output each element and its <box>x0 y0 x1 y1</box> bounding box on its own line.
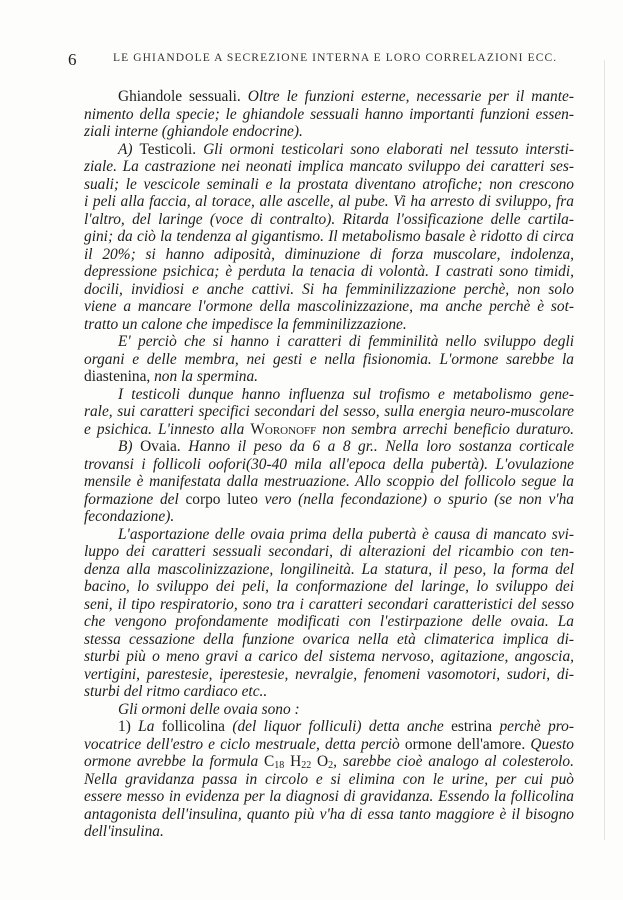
italic-text: Hanno il peso da 6 a 8 gr.. Nella loro sostanza corticale <box>188 438 575 455</box>
text-segment: estrina <box>451 718 500 735</box>
text-line <box>84 718 574 736</box>
italic-text: trovansi i follicoli oofori(30-40 mila all'epoca della pubertà). L'ovulazione <box>84 455 574 473</box>
text-segment: Ghiandole sessuali. <box>118 88 248 105</box>
italic-text: sturbi più o meno gravi a carico del sistema nervoso, agitazione, angoscia, <box>84 648 574 665</box>
italic-text: L'asportazione delle ovaia prima della pubertà è causa di mancato svi- <box>118 525 574 543</box>
text-line <box>84 176 574 194</box>
subscript: 22 <box>301 760 312 771</box>
text-segment: O <box>311 753 329 770</box>
text-line <box>84 211 574 229</box>
text-line <box>84 543 574 561</box>
italic-text: , sarebbe cioè analogo al colesterolo. <box>333 753 574 770</box>
italic-text: vocatrice dell'estro e ciclo mestruale, detta perciò <box>84 735 405 753</box>
text-line <box>84 123 574 141</box>
text-line <box>84 473 574 491</box>
italic-text: e psichica. L'innesto alla <box>84 420 251 438</box>
text-line <box>84 333 574 351</box>
italic-text: che vengono profondamente modificati con l'estirpazione delle ovaia. La <box>84 613 574 630</box>
text-line <box>84 613 574 631</box>
italic-text: formazione del <box>84 490 186 508</box>
text-line <box>84 666 574 684</box>
text-line <box>84 736 574 754</box>
italic-text: Nella gravidanza passa in circolo e si elimina con le urine, per cui può <box>84 770 574 788</box>
italic-text: ziali interne (ghiandole endocrine). <box>84 123 303 140</box>
text-line <box>84 806 574 824</box>
body-text <box>84 88 574 841</box>
italic-text: E' perciò che si hanno i caratteri di femminilità nello sviluppo degli <box>118 333 574 350</box>
text-line <box>84 596 574 614</box>
subscript: 2 <box>328 760 334 771</box>
italic-text: i peli alla faccia, al torace, alle ascelle, al pube. Vi ha arresto di sviluppo, fra <box>84 193 574 210</box>
italic-text: Gli ormoni testicolari sono elaborati nel tessuto intersti- <box>203 140 575 158</box>
italic-text: Questo <box>530 735 574 753</box>
text-line <box>84 158 574 176</box>
italic-text: denza alla mascolinizzazione, longilineità. La statura, il peso, la forma del <box>84 560 574 578</box>
text-line <box>84 106 574 124</box>
italic-text: Oltre le funzioni esterne, necessarie per il mante- <box>247 88 574 105</box>
italic-text: A) <box>118 140 140 158</box>
text-line <box>84 421 574 439</box>
text-line <box>84 298 574 316</box>
italic-text: ziale. La castrazione nei neonati implica mancato sviluppo dei caratteri ses- <box>84 158 574 175</box>
text-line <box>84 456 574 474</box>
italic-text: stessa cessazione della funzione ovarica nella età climaterica implica di- <box>84 630 574 648</box>
text-line <box>84 578 574 596</box>
italic-text: luppo dei caratteri sessuali secondari, di alterazioni del ricambio con ten- <box>84 543 574 560</box>
text-line <box>84 771 574 789</box>
page-edge-shadow <box>604 60 605 840</box>
text-line <box>84 316 574 334</box>
italic-text: non la spermina. <box>154 368 258 385</box>
italic-text: organi e delle membra, nei gesti e nella fisionomia. L'ormone sarebbe la <box>84 350 574 368</box>
page-number: 6 <box>68 50 77 69</box>
text-line <box>84 281 574 299</box>
italic-text: B) <box>118 438 141 455</box>
text-segment: follicolina <box>161 718 233 735</box>
text-segment: Testicoli. <box>139 140 204 158</box>
text-line <box>84 386 574 404</box>
italic-text: essere messo in evidenza per la diagnosi di gravidanza. Essendo la follicolina <box>84 788 574 805</box>
text-line <box>84 508 574 526</box>
text-line <box>84 88 574 106</box>
text-segment: diastenina, <box>84 368 155 385</box>
text-segment: corpo luteo <box>185 490 265 508</box>
text-line <box>84 561 574 579</box>
text-line <box>84 403 574 421</box>
italic-text: docili, invidiosi e anche cattivi. Si ha femminilizzazione perchè, non solo <box>84 280 574 298</box>
italic-text: nimento della specie; le ghiandole sessuali hanno importanti funzioni essen- <box>84 105 574 123</box>
italic-text: seni, il tipo respiratorio, sono tra i caratteri secondari caratteristici del sesso <box>84 595 574 613</box>
italic-text: vero (nella fecondazione) o spurio (se non v'ha <box>264 490 574 508</box>
italic-text: Gli ormoni delle ovaia sono : <box>118 700 300 718</box>
text-line <box>84 788 574 806</box>
text-line <box>84 438 574 456</box>
text-segment: H <box>284 753 302 770</box>
text-segment: C <box>264 753 275 770</box>
italic-text: il 20%; si hanno adiposità, diminuzione di forza muscolare, indolenza, <box>84 245 574 263</box>
text-line <box>84 526 574 544</box>
text-line <box>84 683 574 701</box>
text-line <box>84 263 574 281</box>
subscript: 18 <box>274 760 285 771</box>
italic-text: fecondazione). <box>84 508 175 525</box>
text-line <box>84 491 574 509</box>
italic-text: rale, sui caratteri specifici secondari del sesso, sulla energia neuro-muscolare <box>84 403 574 420</box>
text-line <box>84 823 574 841</box>
text-segment: Ovaia. <box>140 438 189 455</box>
italic-text: mensile è manifestata dalla mestruazione. Allo scoppio del follicolo segue la <box>84 473 574 490</box>
italic-text: dell'insulina. <box>84 823 164 840</box>
text-line <box>84 648 574 666</box>
italic-text: suali; le vescicole seminali e la prostata diventano atrofiche; non crescono <box>84 175 574 193</box>
text-line <box>84 631 574 649</box>
italic-text: vertigini, parestesie, iperestesie, nevralgie, fenomeni vasomotori, sudori, di- <box>84 665 574 683</box>
text-line <box>84 701 574 719</box>
text-segment: ormone dell'amore. <box>404 735 531 753</box>
text-line <box>84 246 574 264</box>
italic-text: perchè pro- <box>499 718 575 735</box>
running-header: LE GHIANDOLE A SECREZIONE INTERNA E LORO CORRELAZIONI ECC. <box>113 52 558 64</box>
italic-text: tratto un calone che impedisce la femminilizzazione. <box>84 315 407 333</box>
italic-text: bacino, lo sviluppo dei peli, la conformazione del laringe, lo sviluppo dei <box>84 578 574 595</box>
text-line <box>84 228 574 246</box>
text-line <box>84 368 574 386</box>
text-segment: Woronoff <box>250 420 317 438</box>
italic-text: (del liquor folliculi) detta anche <box>232 718 452 735</box>
italic-text: non sembra arrechi beneficio duraturo. <box>316 420 574 438</box>
italic-text: depressione psichica; è perduta la tenacia di volontà. I castrati sono timidi, <box>84 263 574 280</box>
italic-text: sturbi del ritmo cardiaco etc.. <box>84 683 268 700</box>
text-line <box>84 193 574 211</box>
italic-text: gini; da ciò la tendenza al gigantismo. Il metabolismo basale è ridotto di circa <box>84 228 574 245</box>
text-line <box>84 141 574 159</box>
text-line <box>84 753 574 771</box>
italic-text: I testicoli dunque hanno influenza sul trofismo e metabolismo gene- <box>118 385 574 403</box>
text-segment: 1) <box>118 718 139 735</box>
italic-text: viene a mancare l'ormone della mascolinizzazione, ma anche perchè è sot- <box>84 298 574 315</box>
italic-text: ormone avrebbe la formula <box>84 753 265 770</box>
italic-text: antagonista dell'insulina, quanto più v'ha di essa tanto maggiore è il bisogno <box>84 805 574 823</box>
italic-text: La <box>138 718 162 735</box>
italic-text: l'altro, del laringe (voce di contralto). Ritarda l'ossificazione delle cartila- <box>84 210 574 228</box>
text-line <box>84 351 574 369</box>
